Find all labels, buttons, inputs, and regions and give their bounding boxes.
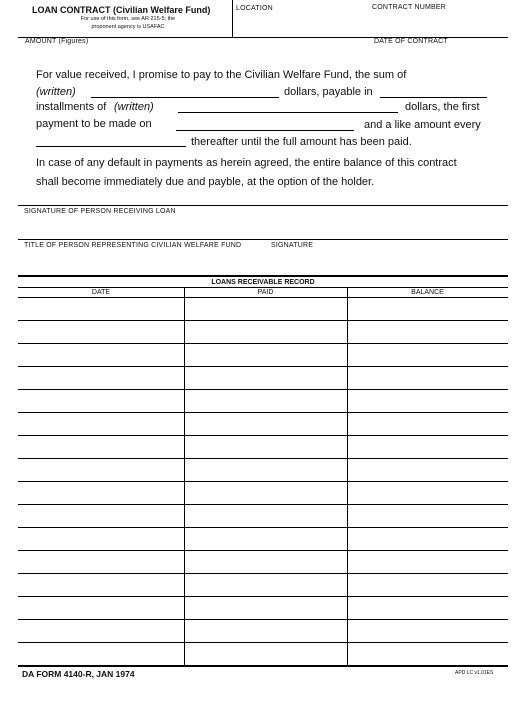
balance-cell[interactable] <box>348 413 507 434</box>
paid-cell[interactable] <box>185 390 346 411</box>
date-of-contract-label: DATE OF CONTRACT <box>374 38 448 45</box>
payment-made-on-text: payment to be made on <box>36 118 152 130</box>
location-label: LOCATION <box>236 5 273 12</box>
paid-cell[interactable] <box>185 551 346 572</box>
balance-cell[interactable] <box>348 482 507 503</box>
dollars-the-first-text: dollars, the first <box>405 101 480 113</box>
balance-cell[interactable] <box>348 574 507 595</box>
thereafter-text: thereafter until the full amount has been paid. <box>191 136 412 148</box>
column-header-date: DATE <box>91 289 111 296</box>
form-subtitle-line2: proponent agency is USAFAC <box>91 24 165 30</box>
like-amount-every-text: and a like amount every <box>364 119 481 131</box>
paid-cell[interactable] <box>185 436 346 457</box>
installment-amount-field[interactable] <box>178 112 398 113</box>
record-top-rule <box>18 275 508 277</box>
paid-cell[interactable] <box>185 298 346 319</box>
paid-cell[interactable] <box>185 321 346 342</box>
contract-line1: For value received, I promise to pay to the Civilian Welfare Fund, the sum of <box>36 69 407 81</box>
date-cell[interactable] <box>19 459 183 480</box>
date-cell[interactable] <box>19 413 183 434</box>
balance-cell[interactable] <box>348 321 507 342</box>
written-label-1: (written) <box>36 86 76 98</box>
date-cell[interactable] <box>19 344 183 365</box>
column-header-paid: PAID <box>257 289 274 296</box>
date-cell[interactable] <box>19 298 183 319</box>
payment-interval-field[interactable] <box>36 146 186 147</box>
first-payment-date-field[interactable] <box>176 130 354 131</box>
paid-cell[interactable] <box>185 574 346 595</box>
date-cell[interactable] <box>19 528 183 549</box>
default-clause-line2: shall become immediately due and payble, at the option of the holder. <box>36 176 375 188</box>
header-divider <box>232 0 233 37</box>
amount-label: AMOUNT (Figures) <box>25 38 89 45</box>
installments-count-field[interactable] <box>380 97 487 98</box>
balance-cell[interactable] <box>348 597 507 618</box>
balance-cell[interactable] <box>348 390 507 411</box>
balance-cell[interactable] <box>348 505 507 526</box>
paid-cell[interactable] <box>185 367 346 388</box>
date-cell[interactable] <box>19 551 183 572</box>
record-title-rule <box>18 287 508 288</box>
column-header-balance: BALANCE <box>411 289 444 296</box>
paid-cell[interactable] <box>185 505 346 526</box>
balance-cell[interactable] <box>348 298 507 319</box>
contract-number-label: CONTRACT NUMBER <box>372 4 447 11</box>
form-version: APD LC v1.01ES <box>455 670 494 676</box>
date-cell[interactable] <box>19 482 183 503</box>
paid-cell[interactable] <box>185 620 346 641</box>
date-cell[interactable] <box>19 367 183 388</box>
location-field[interactable] <box>234 14 364 34</box>
written-label-2: (written) <box>114 101 154 113</box>
contract-number-field[interactable] <box>366 14 506 34</box>
date-cell[interactable] <box>19 574 183 595</box>
balance-cell[interactable] <box>348 643 507 664</box>
default-clause-line1: In case of any default in payments as herein agreed, the entire balance of this contract <box>36 157 457 169</box>
balance-cell[interactable] <box>348 620 507 641</box>
representative-signature-field[interactable] <box>266 251 506 271</box>
form-id: DA FORM 4140-R, JAN 1974 <box>22 669 135 679</box>
receiving-signature-label: SIGNATURE OF PERSON RECEIVING LOAN <box>24 208 176 215</box>
date-cell[interactable] <box>19 436 183 457</box>
paid-cell[interactable] <box>185 643 346 664</box>
form-subtitle-line1: For use of this form, see AR 215-5; the <box>80 16 176 22</box>
balance-cell[interactable] <box>348 367 507 388</box>
balance-cell[interactable] <box>348 459 507 480</box>
date-cell[interactable] <box>19 643 183 664</box>
footer-rule <box>18 665 508 667</box>
date-cell[interactable] <box>19 390 183 411</box>
balance-cell[interactable] <box>348 344 507 365</box>
paid-cell[interactable] <box>185 528 346 549</box>
balance-cell[interactable] <box>348 436 507 457</box>
representative-signature-label: SIGNATURE <box>271 242 314 249</box>
date-cell[interactable] <box>19 597 183 618</box>
representative-title-field[interactable] <box>20 251 260 271</box>
signature-top-rule <box>18 205 508 206</box>
form-title: LOAN CONTRACT (Civilian Welfare Fund) <box>32 5 211 15</box>
record-title: LOANS RECEIVABLE RECORD <box>211 279 315 286</box>
paid-cell[interactable] <box>185 459 346 480</box>
paid-cell[interactable] <box>185 344 346 365</box>
dollars-payable-in-text: dollars, payable in <box>284 86 373 98</box>
representative-title-label: TITLE OF PERSON REPRESENTING CIVILIAN WELFARE FUND <box>24 242 242 249</box>
balance-cell[interactable] <box>348 528 507 549</box>
date-cell[interactable] <box>19 505 183 526</box>
sum-written-field[interactable] <box>91 97 279 98</box>
balance-cell[interactable] <box>348 551 507 572</box>
installments-of-text: installments of <box>36 101 107 113</box>
paid-cell[interactable] <box>185 482 346 503</box>
signature-middle-rule <box>18 239 508 240</box>
paid-cell[interactable] <box>185 597 346 618</box>
receiving-signature-field[interactable] <box>20 217 506 237</box>
date-cell[interactable] <box>19 321 183 342</box>
date-cell[interactable] <box>19 620 183 641</box>
paid-cell[interactable] <box>185 413 346 434</box>
